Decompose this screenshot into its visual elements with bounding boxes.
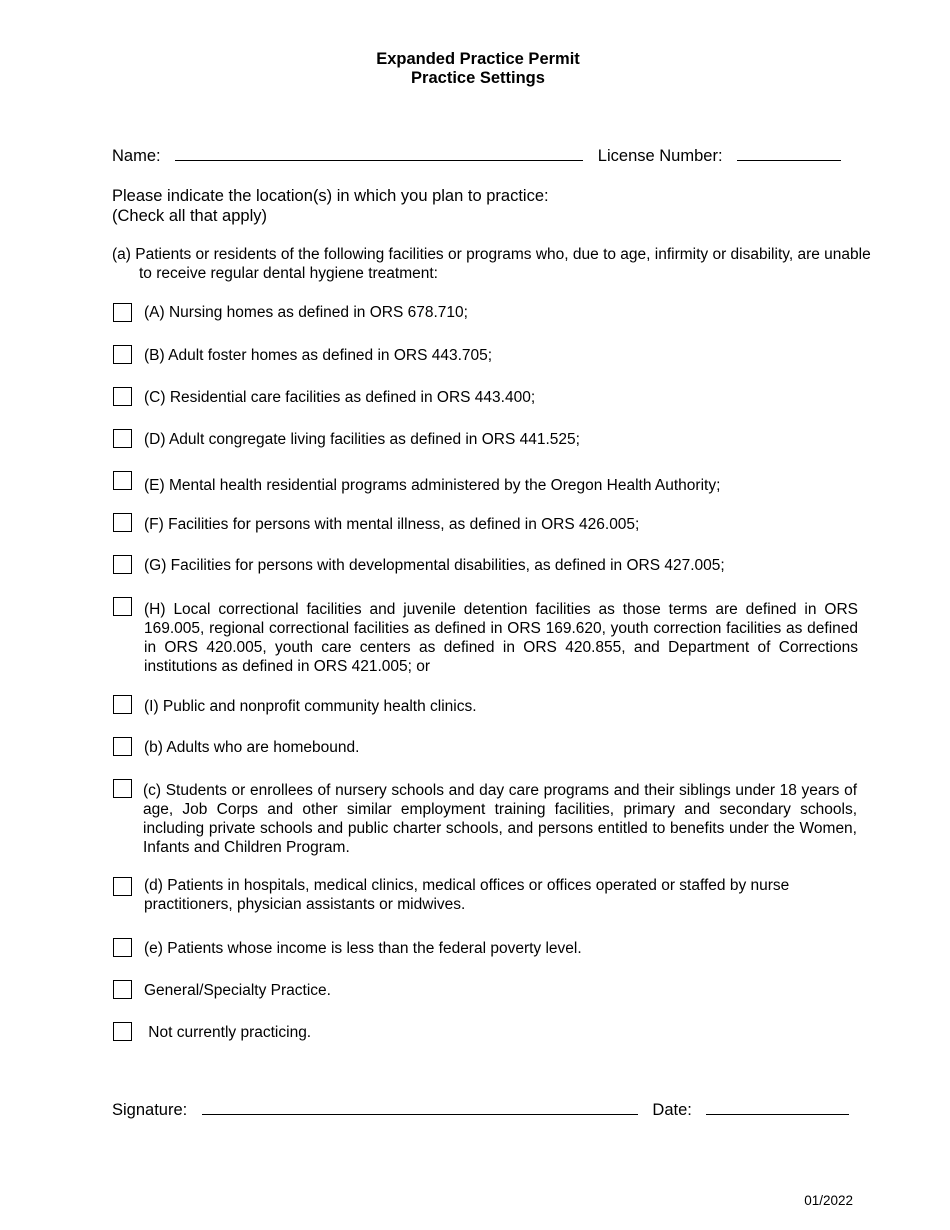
checkbox-community-health-clinics[interactable]	[113, 695, 132, 714]
name-label: Name:	[112, 147, 161, 165]
form-subtitle: Practice Settings	[411, 69, 545, 87]
checkbox-low-income-patients[interactable]	[113, 938, 132, 957]
form-title: Expanded Practice Permit	[376, 50, 580, 68]
checkbox-adult-foster-homes[interactable]	[113, 345, 132, 364]
checkbox-general-specialty[interactable]	[113, 980, 132, 999]
name-field[interactable]	[175, 146, 583, 161]
checkbox-homebound-adults[interactable]	[113, 737, 132, 756]
checkbox-not-practicing[interactable]	[113, 1022, 132, 1041]
checkbox-mental-illness-facilities[interactable]	[113, 513, 132, 532]
checkbox-adult-congregate-living[interactable]	[113, 429, 132, 448]
signature-label: Signature:	[112, 1101, 188, 1119]
license-number-field[interactable]	[737, 146, 841, 161]
checkbox-hospitals-clinics[interactable]	[113, 877, 132, 896]
option-mental-illness-facilities: (F) Facilities for persons with mental illness, as defined in ORS 426.005;	[144, 516, 640, 533]
checkbox-residential-care[interactable]	[113, 387, 132, 406]
instructions-line-1: Please indicate the location(s) in which you plan to practice:	[112, 187, 549, 205]
checkbox-correctional-facilities[interactable]	[113, 597, 132, 616]
option-homebound-adults: (b) Adults who are homebound.	[144, 739, 360, 756]
instructions-line-2: (Check all that apply)	[112, 207, 267, 225]
name-license-row	[112, 146, 841, 166]
signature-field[interactable]	[202, 1100, 638, 1115]
option-hospitals-clinics: (d) Patients in hospitals, medical clinics, medical offices or offices operated or staffed by nurse practitioners, physician assistants or midwives.	[144, 877, 790, 913]
option-adult-congregate-living: (D) Adult congregate living facilities as defined in ORS 441.525;	[144, 431, 580, 448]
signature-date-row	[112, 1100, 849, 1120]
option-not-practicing: Not currently practicing.	[144, 1024, 312, 1041]
option-students-enrollees: (c) Students or enrollees of nursery schools and day care programs and their siblings under 18 years of age, Job Corps and other similar employment training facilities, primary and secondary schools, including private schools and public charter schools, and persons entitled to benefits under the Women, Infants and Children Program.	[143, 782, 857, 856]
option-adult-foster-homes: (B) Adult foster homes as defined in ORS 443.705;	[144, 347, 493, 364]
revision-date: 01/2022	[804, 1193, 853, 1208]
license-number-label: License Number:	[597, 147, 723, 165]
checkbox-developmental-disabilities[interactable]	[113, 555, 132, 574]
option-nursing-homes: (A) Nursing homes as defined in ORS 678.710;	[144, 304, 468, 321]
checkbox-nursing-homes[interactable]	[113, 303, 132, 322]
option-community-health-clinics: (I) Public and nonprofit community health clinics.	[144, 698, 477, 715]
option-low-income-patients: (e) Patients whose income is less than the federal poverty level.	[144, 940, 582, 957]
checkbox-students-enrollees[interactable]	[113, 779, 132, 798]
section-a-intro: (a) Patients or residents of the following facilities or programs who, due to age, infirmity or disability, are unable to receive regular dental hygiene treatment:	[112, 246, 871, 282]
option-general-specialty: General/Specialty Practice.	[144, 982, 331, 999]
date-field[interactable]	[706, 1100, 849, 1115]
date-label: Date:	[652, 1101, 692, 1119]
option-correctional-facilities: (H) Local correctional facilities and juvenile detention facilities as those terms are defined in ORS 169.005, regional correctional facilities as defined in ORS 169.620, youth correction facilities as defined in ORS 420.005, youth care centers as defined in ORS 420.855, and Department of Corrections institutions as defined in ORS 421.005; or	[144, 601, 858, 675]
option-mental-health-residential: (E) Mental health residential programs administered by the Oregon Health Authority;	[144, 477, 721, 494]
option-developmental-disabilities: (G) Facilities for persons with developmental disabilities, as defined in ORS 427.005;	[144, 557, 725, 574]
checkbox-mental-health-residential[interactable]	[113, 471, 132, 490]
instructions	[112, 186, 549, 226]
option-residential-care: (C) Residential care facilities as defined in ORS 443.400;	[144, 389, 536, 406]
